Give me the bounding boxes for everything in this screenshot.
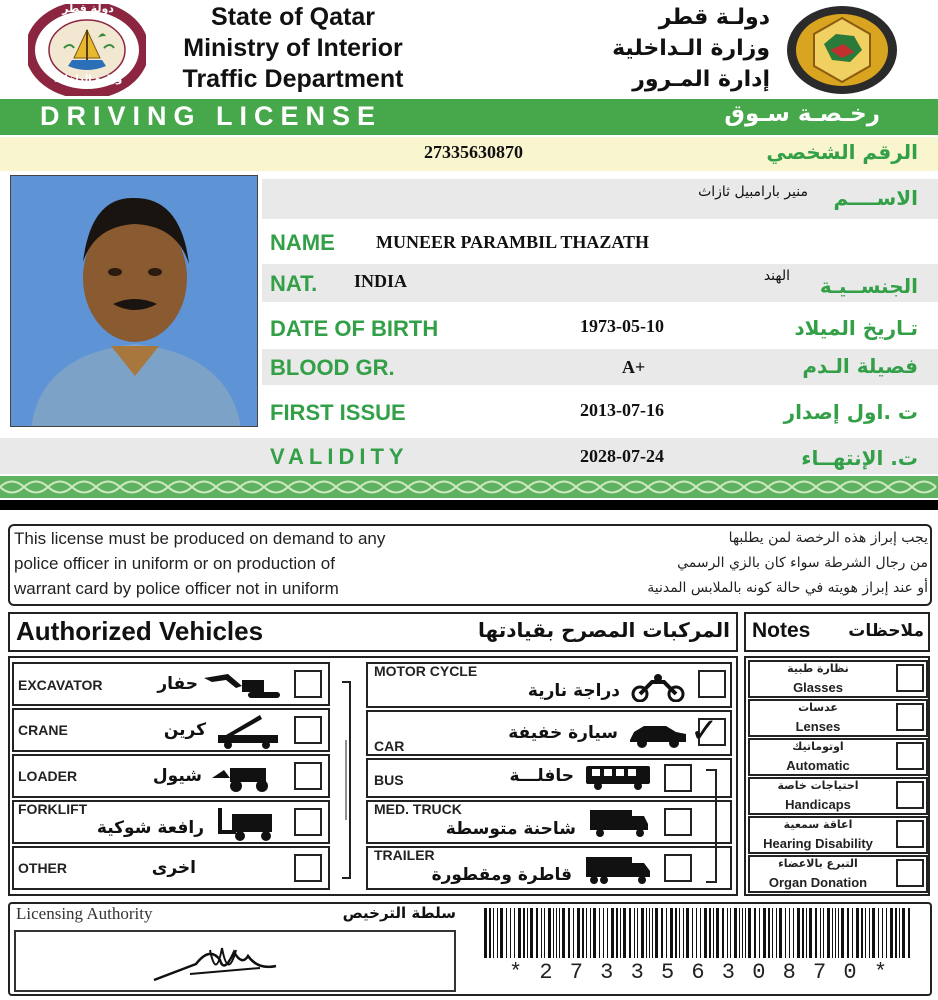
barcode-bar xyxy=(899,908,900,958)
notice-en xyxy=(14,526,534,601)
note-lenses-en: Lenses xyxy=(795,719,841,734)
barcode-bar xyxy=(772,908,773,958)
barcode-bar xyxy=(518,908,521,958)
barcode-bar xyxy=(835,908,836,958)
barcode-bar xyxy=(742,908,743,958)
barcode-bar xyxy=(759,908,760,958)
barcode-bar xyxy=(523,908,525,958)
decorative-border xyxy=(0,476,938,498)
barcode-bar xyxy=(886,908,887,958)
notice-en-line: police officer in uniform or on production of xyxy=(14,554,335,573)
seal-text-bottom: وزارة الداخلية xyxy=(53,74,123,85)
barcode-bar xyxy=(514,908,515,958)
notes-title-en: Notes xyxy=(752,619,811,642)
barcode-bar xyxy=(493,908,494,958)
note-glasses-ar: نظارة طبية xyxy=(787,662,849,675)
barcode-bar xyxy=(679,908,680,958)
barcode-bar xyxy=(611,908,614,958)
barcode-bar xyxy=(670,908,673,958)
barcode-bar xyxy=(497,908,498,958)
crane-checkbox[interactable] xyxy=(294,716,322,744)
barcode-bar xyxy=(847,908,849,958)
barcode-bar xyxy=(541,908,542,958)
barcode-bar xyxy=(536,908,538,958)
organ-checkbox[interactable] xyxy=(896,859,924,887)
barcode-bar xyxy=(623,908,626,958)
barcode-bar xyxy=(641,908,644,958)
header-ar-country: دولـة قطر xyxy=(658,5,770,30)
vehicle-crane-label: CRANE xyxy=(18,722,68,738)
barcode-bar xyxy=(895,908,897,958)
barcode-bar xyxy=(890,908,893,958)
title-ar: رخـصـة سـوق xyxy=(724,101,880,127)
header-ar xyxy=(560,2,770,95)
header-ar-ministry: وزارة الـداخلية xyxy=(612,36,770,61)
vehicle-car-label-ar: سيارة خفيفة xyxy=(508,723,618,743)
forklift-checkbox[interactable] xyxy=(294,808,322,836)
dob-label-en: DATE OF BIRTH xyxy=(270,316,439,341)
barcode-bar xyxy=(739,908,740,958)
validity-label-ar: ت. الإنتهــاء xyxy=(801,446,918,470)
authorized-title-ar: المركبات المصرح بقيادتها xyxy=(478,618,730,642)
car-check-mark: ✓ xyxy=(690,711,719,751)
title-en: DRIVING LICENSE xyxy=(40,101,383,131)
barcode-bar xyxy=(806,908,807,958)
glasses-checkbox[interactable] xyxy=(896,664,924,692)
blood-label-ar: فصيلة الـدم xyxy=(802,354,918,378)
barcode-bar xyxy=(629,908,631,958)
validity-label-en: VALIDITY xyxy=(270,444,409,469)
barcode-bar xyxy=(696,908,697,958)
barcode-bar xyxy=(548,908,551,958)
barcode-bar xyxy=(797,908,800,958)
barcode-bar xyxy=(763,908,766,958)
barcode-bar xyxy=(745,908,746,958)
license-back xyxy=(0,510,938,1000)
car-icon xyxy=(628,722,688,753)
barcode-bar xyxy=(692,908,693,958)
barcode-bar xyxy=(727,908,728,958)
note-lenses-ar: عدسات xyxy=(798,701,838,714)
barcode-bar xyxy=(730,908,731,958)
vehicle-medtruck-label: MED. TRUCK xyxy=(374,801,462,817)
barcode-bar xyxy=(559,908,560,958)
barcode-bar xyxy=(573,908,574,958)
barcode-bar xyxy=(646,908,647,958)
other-checkbox[interactable] xyxy=(294,854,322,882)
name-label-ar: الاســــم xyxy=(833,186,918,210)
issue-value: 2013-07-16 xyxy=(580,400,664,420)
barcode xyxy=(482,908,916,958)
nat-value-en: INDIA xyxy=(354,271,408,291)
barcode-bar xyxy=(852,908,853,958)
vehicle-bus-label: BUS xyxy=(374,772,404,788)
trailer-icon xyxy=(584,855,652,890)
barcode-bar xyxy=(582,908,584,958)
vehicle-other-label-ar: اخرى xyxy=(151,858,196,878)
authorized-title-en: Authorized Vehicles xyxy=(16,616,264,646)
barcode-bar xyxy=(607,908,608,958)
bus-checkbox[interactable] xyxy=(664,764,692,792)
signature xyxy=(150,940,280,988)
barcode-bar xyxy=(861,908,863,958)
barcode-bar xyxy=(827,908,830,958)
barcode-bar xyxy=(500,908,503,958)
header-ministry: Ministry of Interior xyxy=(183,34,403,62)
barcode-bar xyxy=(506,908,507,958)
barcode-bar xyxy=(686,908,689,958)
barcode-bar xyxy=(768,908,770,958)
card-divider xyxy=(0,500,938,510)
header-en xyxy=(148,2,438,95)
header-ar-department: إدارة المـرور xyxy=(632,67,770,92)
barcode-bar xyxy=(776,908,777,958)
barcode-bar xyxy=(748,908,751,958)
barcode-bar xyxy=(593,908,596,958)
header-department: Traffic Department xyxy=(182,65,404,93)
barcode-bar xyxy=(544,908,545,958)
barcode-bar xyxy=(586,908,587,958)
header-country: State of Qatar xyxy=(211,3,375,31)
barcode-bar xyxy=(603,908,604,958)
name-value-en: MUNEER PARAMBIL THAZATH xyxy=(376,232,650,252)
barcode-bar xyxy=(553,908,554,958)
medtruck-checkbox[interactable] xyxy=(664,808,692,836)
barcode-bar xyxy=(568,908,570,958)
barcode-bar xyxy=(590,908,591,958)
notice-ar xyxy=(520,526,928,601)
barcode-bar xyxy=(793,908,794,958)
barcode-bar xyxy=(716,908,719,958)
barcode-bar xyxy=(661,908,663,958)
holder-photo xyxy=(10,175,258,427)
note-hearing-en: Hearing Disability xyxy=(763,836,873,851)
nat-label-en: NAT. xyxy=(270,271,318,296)
authority-label-en: Licensing Authority xyxy=(16,904,153,923)
barcode-bar xyxy=(856,908,859,958)
left-bracket xyxy=(338,680,354,880)
validity-value: 2028-07-24 xyxy=(580,446,664,466)
trailer-checkbox[interactable] xyxy=(664,854,692,882)
notes-title-ar: ملاحظات xyxy=(848,621,924,641)
vehicle-crane-label-ar: كرين xyxy=(163,720,206,740)
barcode-bar xyxy=(713,908,714,958)
notice-en-line: This license must be produced on demand to any xyxy=(14,529,386,548)
barcode-bar xyxy=(779,908,782,958)
barcode-bar xyxy=(530,908,533,958)
barcode-bar xyxy=(655,908,658,958)
hearing-checkbox[interactable] xyxy=(896,820,924,848)
barcode-bar xyxy=(838,908,839,958)
barcode-bar xyxy=(489,908,491,958)
vehicle-car-label: CAR xyxy=(374,738,405,754)
notice-ar-line: يجب إبراز هذه الرخصة لمن يطلبها xyxy=(728,530,928,546)
barcode-bar xyxy=(709,908,711,958)
authority-label-ar: سلطة الترخيص xyxy=(342,904,456,922)
vehicle-trailer-label: TRAILER xyxy=(374,847,435,863)
barcode-bar xyxy=(510,908,511,958)
notice-ar-line: أو عند إبراز هويته في حالة كونه بالملابس المدنية xyxy=(647,580,928,596)
vehicle-other-label: OTHER xyxy=(18,860,67,876)
vehicle-bus-label-ar: حافلـــة xyxy=(509,766,574,786)
lenses-checkbox[interactable] xyxy=(896,703,924,731)
vehicle-motorcycle-label-ar: دراجة نارية xyxy=(527,681,620,701)
barcode-bar xyxy=(562,908,565,958)
barcode-bar xyxy=(700,908,701,958)
barcode-bar xyxy=(616,908,618,958)
loader-icon xyxy=(210,760,280,797)
barcode-bar xyxy=(789,908,790,958)
issue-label-ar: ت .اول إصدار xyxy=(783,400,918,424)
barcode-bar xyxy=(882,908,883,958)
right-bracket xyxy=(702,766,722,886)
notice-ar-line: من رجال الشرطة سواء كان بالزي الرسمي xyxy=(677,555,928,571)
barcode-bar xyxy=(869,908,870,958)
notice-en-line: warrant card by police officer not in uniform xyxy=(14,579,339,598)
note-handicaps-ar: احتياجات خاصة xyxy=(777,779,859,792)
barcode-bar xyxy=(809,908,812,958)
barcode-bar xyxy=(908,908,910,958)
handicaps-checkbox[interactable] xyxy=(896,781,924,809)
motorcycle-checkbox[interactable] xyxy=(698,670,726,698)
barcode-bar xyxy=(802,908,804,958)
loader-checkbox[interactable] xyxy=(294,762,322,790)
barcode-bar xyxy=(666,908,667,958)
barcode-bar xyxy=(841,908,844,958)
barcode-bar xyxy=(734,908,737,958)
dob-label-ar: تـاريخ الميلاد xyxy=(794,316,918,340)
barcode-bar xyxy=(527,908,528,958)
vehicle-forklift-label-ar: رافعة شوكية xyxy=(96,818,204,838)
note-automatic-ar: اوتوماتيك xyxy=(792,740,844,753)
dob-value: 1973-05-10 xyxy=(580,316,664,336)
barcode-bar xyxy=(649,908,650,958)
vehicle-excavator-label-ar: حفار xyxy=(157,674,198,694)
seal-text-top: دولة قطر xyxy=(62,2,114,15)
blood-value: A+ xyxy=(622,357,646,377)
vehicle-excavator-label: EXCAVATOR xyxy=(18,677,103,693)
id-label-ar: الرقم الشخصي xyxy=(766,140,918,164)
barcode-bar xyxy=(815,908,817,958)
barcode-bar xyxy=(683,908,684,958)
barcode-bar xyxy=(620,908,621,958)
nat-value-ar: الهند xyxy=(763,268,790,284)
barcode-bar xyxy=(722,908,724,958)
note-organ-ar: التبرع بالاعضاء xyxy=(778,857,858,870)
motorcycle-icon xyxy=(630,672,686,707)
gcc-emblem xyxy=(784,4,900,96)
note-handicaps-en: Handicaps xyxy=(785,797,851,812)
barcode-bar xyxy=(704,908,707,958)
barcode-bar xyxy=(823,908,824,958)
barcode-bar xyxy=(865,908,866,958)
note-organ-en: Organ Donation xyxy=(768,875,868,890)
forklift-icon xyxy=(216,806,282,847)
name-label-en: NAME xyxy=(270,230,335,255)
barcode-bar xyxy=(785,908,786,958)
barcode-number: * 2 7 3 3 5 6 3 0 8 7 0 * xyxy=(508,960,890,985)
barcode-bar xyxy=(902,908,905,958)
blood-label-en: BLOOD GR. xyxy=(270,355,395,380)
name-value-ar: منير بارامبيل ثازاث xyxy=(698,184,808,200)
note-glasses-en: Glasses xyxy=(793,680,843,695)
barcode-bar xyxy=(637,908,638,958)
bus-icon xyxy=(584,764,652,795)
vehicle-trailer-label-ar: قاطرة ومقطورة xyxy=(431,865,572,885)
nat-label-ar: الجنســيـة xyxy=(819,274,918,298)
excavator-icon xyxy=(202,670,282,705)
vehicle-loader-label-ar: شيول xyxy=(152,766,202,786)
vehicle-forklift-label: FORKLIFT xyxy=(18,801,88,817)
barcode-bar xyxy=(754,908,756,958)
barcode-bar xyxy=(832,908,833,958)
automatic-checkbox[interactable] xyxy=(896,742,924,770)
vehicle-motorcycle-label: MOTOR CYCLE xyxy=(374,663,478,679)
note-automatic-en: Automatic xyxy=(786,758,850,773)
barcode-bar xyxy=(634,908,635,958)
note-hearing-ar: اعاقة سمعية xyxy=(783,818,853,831)
barcode-bar xyxy=(577,908,580,958)
vehicle-medtruck-label-ar: شاحنة متوسطة xyxy=(445,819,576,839)
barcode-bar xyxy=(820,908,821,958)
barcode-bar xyxy=(599,908,600,958)
crane-truck-icon xyxy=(216,713,282,754)
barcode-bar xyxy=(872,908,875,958)
issue-label-en: FIRST ISSUE xyxy=(270,400,406,425)
barcode-bar xyxy=(556,908,557,958)
vehicle-loader-label: LOADER xyxy=(18,768,78,784)
id-number: 27335630870 xyxy=(424,142,523,162)
barcode-bar xyxy=(675,908,677,958)
truck-icon xyxy=(588,808,650,843)
excavator-checkbox[interactable] xyxy=(294,670,322,698)
barcode-bar xyxy=(878,908,879,958)
barcode-bar xyxy=(652,908,653,958)
barcode-bar xyxy=(484,908,487,958)
